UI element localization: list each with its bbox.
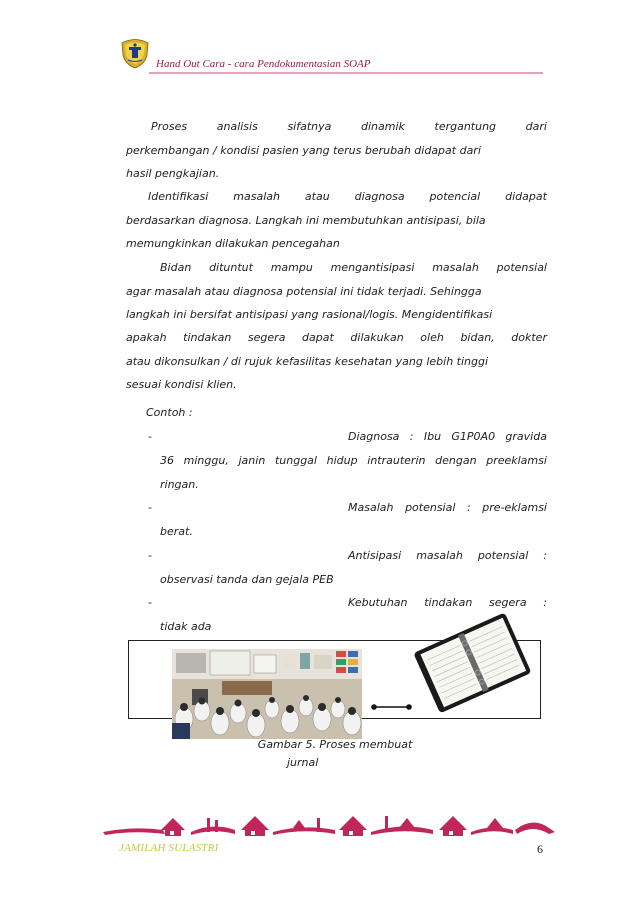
paragraph-2-line-2: berdasarkan diagnosa. Langkah ini membutuhkan antisipasi, bila — [126, 214, 486, 227]
paragraph-3-line-6: sesuai kondisi klien. — [126, 378, 237, 391]
paragraph-1-line-2: perkembangan / kondisi pasien yang terus berubah didapat dari — [126, 144, 481, 157]
example-item-3-cont: observasi tanda dan gejala PEB — [160, 573, 334, 586]
planner-book-icon — [414, 612, 530, 712]
bullet-dash: - — [148, 501, 152, 514]
university-emblem-icon — [120, 37, 150, 69]
example-item-1-cont: 36 minggu, janin tunggal hidup intrauterin dengan preeklamsi — [160, 454, 547, 467]
paragraph-3-line-2: agar masalah atau diagnosa potensial ini tidak terjadi. Sehingga — [126, 285, 482, 298]
body-text — [126, 119, 547, 409]
paragraph-1-line-1: Proses analisis sifatnya dinamik tergantung dari — [151, 120, 547, 133]
example-item-4-cont: tidak ada — [160, 620, 212, 633]
example-item-4: - Kebutuhan tindakan segera : — [148, 596, 547, 609]
example-item-3: - Antisipasi masalah potensial : — [148, 549, 547, 562]
paragraph-2-line-3: memungkinkan dilakukan pencegahan — [126, 237, 340, 250]
bullet-dash: - — [148, 430, 152, 443]
header-title: Hand Out Cara - cara Pendokumentasian SOAP — [156, 58, 371, 70]
example-item-2: - Masalah potensial : pre-eklamsi — [148, 501, 547, 514]
example-item-2-cont: berat. — [160, 525, 193, 538]
bullet-dash: - — [148, 549, 152, 562]
bullet-dash: - — [148, 596, 152, 609]
paragraph-3-line-1: Bidan dituntut mampu mengantisipasi masalah potensial — [160, 261, 547, 274]
house-skyline-ornament — [103, 808, 555, 838]
figure-caption-cut: jurnal — [287, 756, 319, 769]
paragraph-3-line-3: langkah ini bersifat antisipasi yang rasional/logis. Mengidentifikasi — [126, 308, 493, 321]
page-number: 6 — [537, 842, 543, 856]
paragraph-3-line-4: apakah tindakan segera dapat dilakukan oleh bidan, dokter — [126, 331, 547, 344]
header-rule — [149, 72, 543, 74]
double-arrow-icon — [370, 702, 413, 712]
example-item-1: - Diagnosa : Ibu G1P0A0 gravida — [148, 430, 547, 443]
example-label: Contoh : — [146, 406, 193, 419]
classroom-photo — [172, 649, 362, 739]
paragraph-3-line-5: atau dikonsulkan / di rujuk kefasilitas kesehatan yang lebih tinggi — [126, 355, 489, 368]
figure-caption: Gambar 5. Proses membuat — [257, 738, 413, 751]
paragraph-1-line-3: hasil pengkajian. — [126, 167, 220, 180]
paragraph-2-line-1: Identifikasi masalah atau diagnosa potencial didapat — [148, 190, 547, 203]
footer-author: JAMILAH SULASTRI — [119, 842, 219, 854]
example-item-1-cont-2: ringan. — [160, 478, 199, 491]
